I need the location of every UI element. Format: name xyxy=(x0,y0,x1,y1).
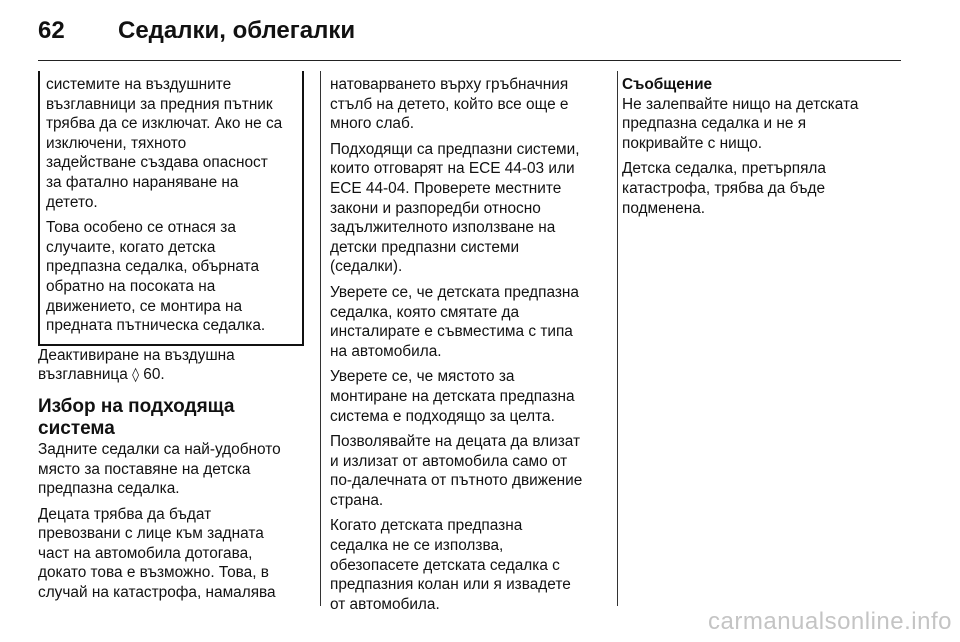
paragraph-rear-seats: Задните седалки са най-удобното място за поставяне на детска предпазна седалка. xyxy=(38,440,281,498)
deactivation-reference: Деактивиране на въздушна възглавница ◊ 60. xyxy=(38,346,235,384)
cross-reference-page[interactable]: 60. xyxy=(143,366,165,384)
warning-box xyxy=(38,71,304,346)
paragraph-rear-facing: Децата трябва да бъдат превозвани с лице към задната част на автомобила дотогава, докато това е възможно. Това, в случай на катастрофа, намалява xyxy=(38,505,276,602)
warning-paragraph-1: системите на въздушните възглавници за предния пътник трябва да се изключат. Ако не са изключени, тяхното задействане създава опасност за фатално нараняване на детето. xyxy=(46,76,283,211)
cross-reference-icon: ◊ xyxy=(132,367,140,384)
notice-text: Не залепвайте нищо на детската предпазна седалка и не я покривайте с нищо. xyxy=(622,95,859,152)
watermark: carmanualsonline.info xyxy=(708,608,952,635)
paragraph-unused-seat: Когато детската предпазна седалка не се използва, обезопасете детската седалка с предпазния колан или я извадете от автомобила. xyxy=(330,517,571,613)
paragraph-replace-seat: Детска седалка, претърпяла катастрофа, трябва да бъде подменена. xyxy=(622,160,826,217)
header-rule xyxy=(38,60,901,61)
notice-title: Съобщение xyxy=(622,76,713,93)
column-divider-1 xyxy=(320,71,321,606)
column-2 xyxy=(330,75,602,614)
column-1 xyxy=(38,75,304,603)
page-header xyxy=(38,14,355,48)
paragraph-compatibility: Уверете се, че детската предпазна седалка, която смятате да инсталирате е съвместима с типа на автомобила. xyxy=(330,283,579,360)
column-3 xyxy=(622,75,902,218)
paragraph-entry-exit: Позволявайте на децата да влизат и излизат от автомобила само от по-далечната от пътното движение страна. xyxy=(330,433,583,509)
paragraph-spine: натоварването върху гръбначния стълб на детето, който все още е много слаб. xyxy=(330,76,569,133)
warning-paragraph-2: Това особено се отнася за случаите, когато детска предпазна седалка, обърната обратно на посоката на движението, се монтира на предната пътническа седалка. xyxy=(46,219,266,335)
paragraph-ece: Подходящи са предпазни системи, които отговарят на ECE 44-03 или ECE 44-04. Проверете местните закони и разпоредби относно задължителното използване на детски предпазни системи (седалки). xyxy=(330,140,580,276)
column-divider-2 xyxy=(617,71,618,606)
section-heading: Избор на подходяща система xyxy=(38,395,235,439)
page-number: 62 xyxy=(38,17,65,44)
paragraph-mounting-location: Уверете се, че мястото за монтиране на детската предпазна система е подходящо за целта. xyxy=(330,368,575,425)
page-title: Седалки, облегалки xyxy=(118,17,356,44)
